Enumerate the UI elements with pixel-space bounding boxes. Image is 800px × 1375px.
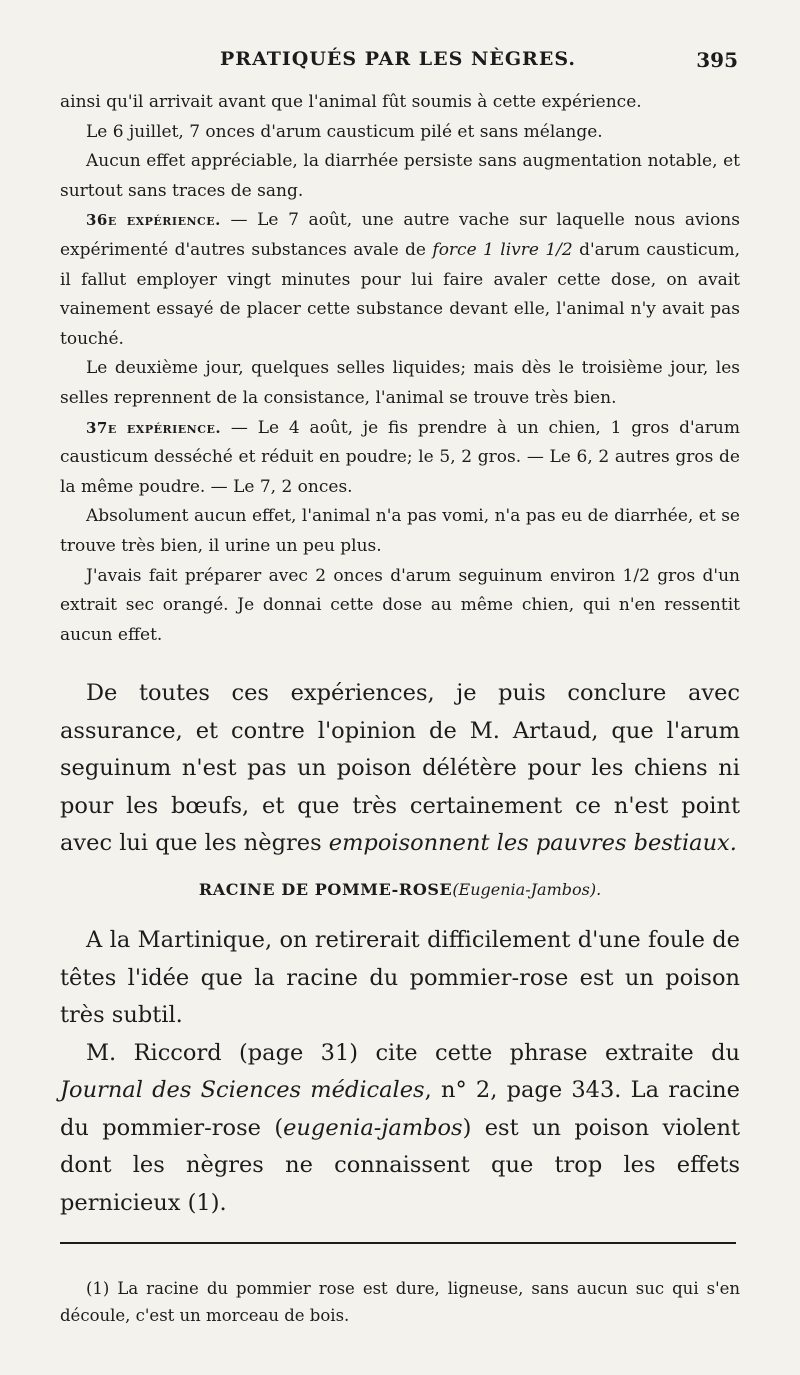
conclusion-block — [60, 675, 740, 863]
section-heading — [0, 880, 800, 899]
footnote-rule — [60, 1242, 736, 1244]
footnote-text: (1) La racine du pommier rose est dure, ligneuse, sans aucun suc qui s'en découle, c'est un morceau de bois. — [60, 1279, 740, 1325]
paragraph — [60, 675, 740, 863]
paragraph-text: , n° 2, page 343. La racine du pommier-rose ( — [60, 1077, 740, 1141]
paragraph — [60, 206, 740, 354]
paragraph: J'avais fait préparer avec 2 onces d'arum seguinum environ 1/2 gros d'un extrait sec orangé. Je donnai cette dose au même chien, qui n'en ressentit aucun effet. — [60, 565, 740, 645]
experiment-label: 36e expérience. — [86, 211, 221, 230]
footnote — [60, 1275, 740, 1329]
running-title: PRATIQUÉS PAR LES NÈGRES. — [220, 48, 576, 70]
paragraph: Absolument aucun effet, l'animal n'a pas vomi, n'a pas eu de diarrhée, et se trouve très bien, il urine un peu plus. — [60, 506, 740, 556]
paragraph: ainsi qu'il arrivait avant que l'animal fût soumis à cette expérience. — [60, 92, 642, 112]
paragraph-text: De toutes ces expériences, je puis conclure avec assurance, et contre l'opinion de M. Artaud, que l'arum seguinum n'est pas un poison délétère pour les chiens ni pour les bœufs, et que très certainement ce n'est point avec lui que les nègres — [60, 680, 740, 856]
paragraph-text: — Le 4 août, je fis prendre à un chien, 1 gros d'arum causticum desséché et réduit en poudre; le 5, 2 gros. — Le 6, 2 autres gros de la même poudre. — Le 7, 2 onces. — [60, 417, 740, 497]
italic-text: force 1 livre 1/2 — [432, 239, 573, 260]
paragraph: A la Martinique, on retirerait difficilement d'une foule de têtes l'idée que la racine du pommier-rose est un poison très subtil. — [60, 927, 740, 1028]
italic-text: eugenia-jambos — [283, 1114, 463, 1141]
experiment-text-block — [60, 88, 740, 650]
experiment-label: 37e expérience. — [86, 418, 222, 437]
paragraph-text: d'arum causticum, il fallut employer vingt minutes pour lui faire avaler cette dose, on avait vainement essayé de placer cette substance devant elle, l'animal n'y avait pas touché. — [60, 239, 740, 349]
paragraph: Le 6 juillet, 7 onces d'arum causticum pilé et sans mélange. — [86, 121, 603, 142]
paragraph-text: M. Riccord (page 31) cite cette phrase extraite du — [86, 1039, 740, 1066]
paragraph: Le deuxième jour, quelques selles liquides; mais dès le troisième jour, les selles reprennent de la consistance, l'animal se trouve très bien. — [60, 358, 740, 408]
page-number: 395 — [696, 48, 738, 72]
paragraph-text: ) est un poison violent dont les nègres ne connaissent que trop les effets pernicieux (1). — [60, 1114, 740, 1216]
section-heading-latin: (Eugenia-Jambos). — [452, 880, 602, 899]
italic-text: Journal des Sciences médicales — [60, 1077, 425, 1103]
italic-text: empoisonnent les pauvres bestiaux. — [328, 830, 737, 856]
paragraph-text: — Le 7 août, une autre vache sur laquelle nous avions expérimenté d'autres substances avale de — [60, 210, 740, 260]
section-heading-name: RACINE DE POMME-ROSE — [198, 880, 453, 899]
paragraph: Aucun effet appréciable, la diarrhée persiste sans augmentation notable, et surtout sans traces de sang. — [60, 151, 740, 201]
pomme-rose-block — [60, 922, 740, 1222]
paragraph — [60, 414, 740, 503]
running-head — [60, 48, 738, 76]
paragraph — [60, 1035, 740, 1223]
